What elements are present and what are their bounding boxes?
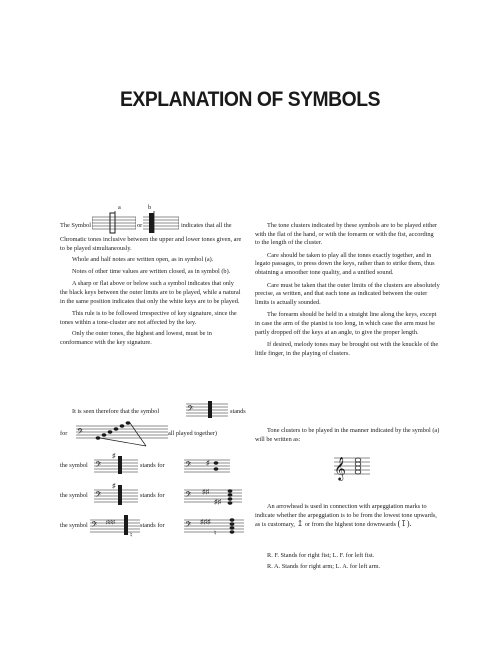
svg-text:♯: ♯: [206, 459, 210, 467]
svg-text:♯: ♯: [112, 452, 116, 460]
svg-text:𝄢: 𝄢: [91, 521, 98, 532]
left-p6: Only the outer tones, the highest and lowest, must be in conformance with the key signature.: [60, 330, 212, 346]
left-p7a: It is seen therefore that the symbol: [72, 408, 160, 415]
left-p3: Notes of other time values are written closed, as in symbol (b).: [72, 267, 231, 275]
example3-result-icon: [184, 512, 244, 538]
example2-the-symbol: the symbol: [60, 492, 88, 499]
label-a: a: [118, 204, 121, 211]
left-p2: Whole and half notes are written open, as in symbol (a).: [72, 256, 214, 264]
arrow-down-icon: (↧).: [397, 519, 412, 529]
left-p7b: stands: [230, 408, 246, 415]
label-b: b: [148, 204, 152, 211]
bass-cluster-symbol-icon: [186, 398, 228, 422]
left-p5: This rule is to be followed irrespective of key signature, since the tones within a tone-cluster are not affected by the key.: [60, 310, 237, 326]
svg-text:♯♯♯: ♯♯♯: [106, 520, 115, 526]
right-p7: [255, 503, 440, 530]
example3-symbol-icon: [90, 512, 140, 538]
indicates-label: indicates that all the: [181, 222, 232, 229]
example3-stands-for: stands for: [140, 522, 165, 529]
chromatic-expansion-icon: [76, 416, 168, 448]
arrow-up-icon: ↥: [296, 519, 304, 529]
right-p3: Care must be taken that the outer limits of the clusters are absolutely precise, as written, and that each tone as indicated between the outer limits is actually sounded.: [255, 281, 440, 306]
svg-text:𝄢: 𝄢: [77, 428, 84, 439]
svg-text:♯♯♯: ♯♯♯: [200, 518, 211, 526]
example2-result-icon: [184, 482, 242, 508]
svg-text:𝄢: 𝄢: [95, 461, 102, 472]
svg-text:♮: ♮: [214, 529, 217, 537]
for-label: for: [60, 430, 68, 437]
svg-text:♯♯: ♯♯: [214, 498, 221, 506]
right-p7b: or from the highest tone downwards: [304, 521, 396, 529]
right-p2: Care should be taken to play all the tones exactly together, and in legato passages, to press down the keys, rather than to strike them, thus obtaining a smoother tone quality, and a unified sound.: [255, 251, 435, 276]
or-label: or: [137, 222, 143, 229]
svg-text:𝄢: 𝄢: [185, 461, 192, 472]
example1-the-symbol: the symbol: [60, 462, 88, 469]
svg-text:𝄞: 𝄞: [334, 456, 346, 480]
page-title: EXPLANATION OF SYMBOLS: [119, 88, 381, 111]
example1-symbol-icon: [94, 452, 138, 478]
svg-text:𝄢: 𝄢: [187, 405, 194, 416]
svg-text:𝄢: 𝄢: [185, 491, 192, 502]
svg-text:𝄢: 𝄢: [95, 491, 102, 502]
cluster-symbol-a-icon: [92, 211, 136, 237]
all-played-label: all played together): [168, 430, 217, 437]
right-p4: The forearm should be held in a straight line along the keys, except in case the arm of the pianist is too long, in which case the arm must be partly dropped off the keys at an angle, to give the proper length.: [255, 311, 437, 336]
example1-result-icon: [184, 452, 230, 478]
example2-symbol-icon: [94, 482, 138, 508]
right-column: [255, 222, 440, 358]
the-symbol-label: The Symbol: [60, 222, 91, 229]
example1-stands-for: stands for: [140, 462, 165, 469]
cluster-symbol-b-icon: [143, 211, 179, 237]
svg-text:♯: ♯: [112, 482, 116, 490]
treble-cluster-example-icon: [334, 448, 370, 482]
svg-text:𝄢: 𝄢: [185, 521, 192, 532]
right-p8: R. F. Stands for right fist; L. F. for left fist.: [267, 552, 375, 559]
left-p4: A sharp or flat above or below such a symbol indicates that only the black keys between the outer limits are to be played, while a natural in the same position indicates that only the white keys are to be played.: [60, 280, 241, 305]
svg-text:♯♯: ♯♯: [202, 488, 209, 496]
right-p6: Tone clusters to be played in the manner indicated by the symbol (a) will be written as:: [255, 427, 440, 443]
right-p7a: An arrowhead is used in connection with arpeggiation marks to indicate whether the arpeggiation is to be from the lowest tone upwards, as is customary,: [255, 503, 437, 529]
right-p1: The tone clusters indicated by these symbols are to be played either with the flat of the hand, or with the forearm or with the fist, according to the length of the cluster.: [255, 222, 438, 247]
right-p5: If desired, melody tones may be brought out with the knuckle of the little finger, in the playing of clusters.: [255, 341, 439, 357]
left-p1: Chromatic tones inclusive between the upper and lower tones given, are to be played simultaneously.: [60, 236, 242, 252]
right-p9: R. A. Stands for right arm; L. A. for left arm.: [267, 563, 381, 570]
example3-the-symbol: the symbol: [60, 522, 88, 529]
left-column: [60, 236, 243, 348]
example2-stands-for: stands for: [140, 492, 165, 499]
svg-text:♮: ♮: [130, 531, 133, 538]
